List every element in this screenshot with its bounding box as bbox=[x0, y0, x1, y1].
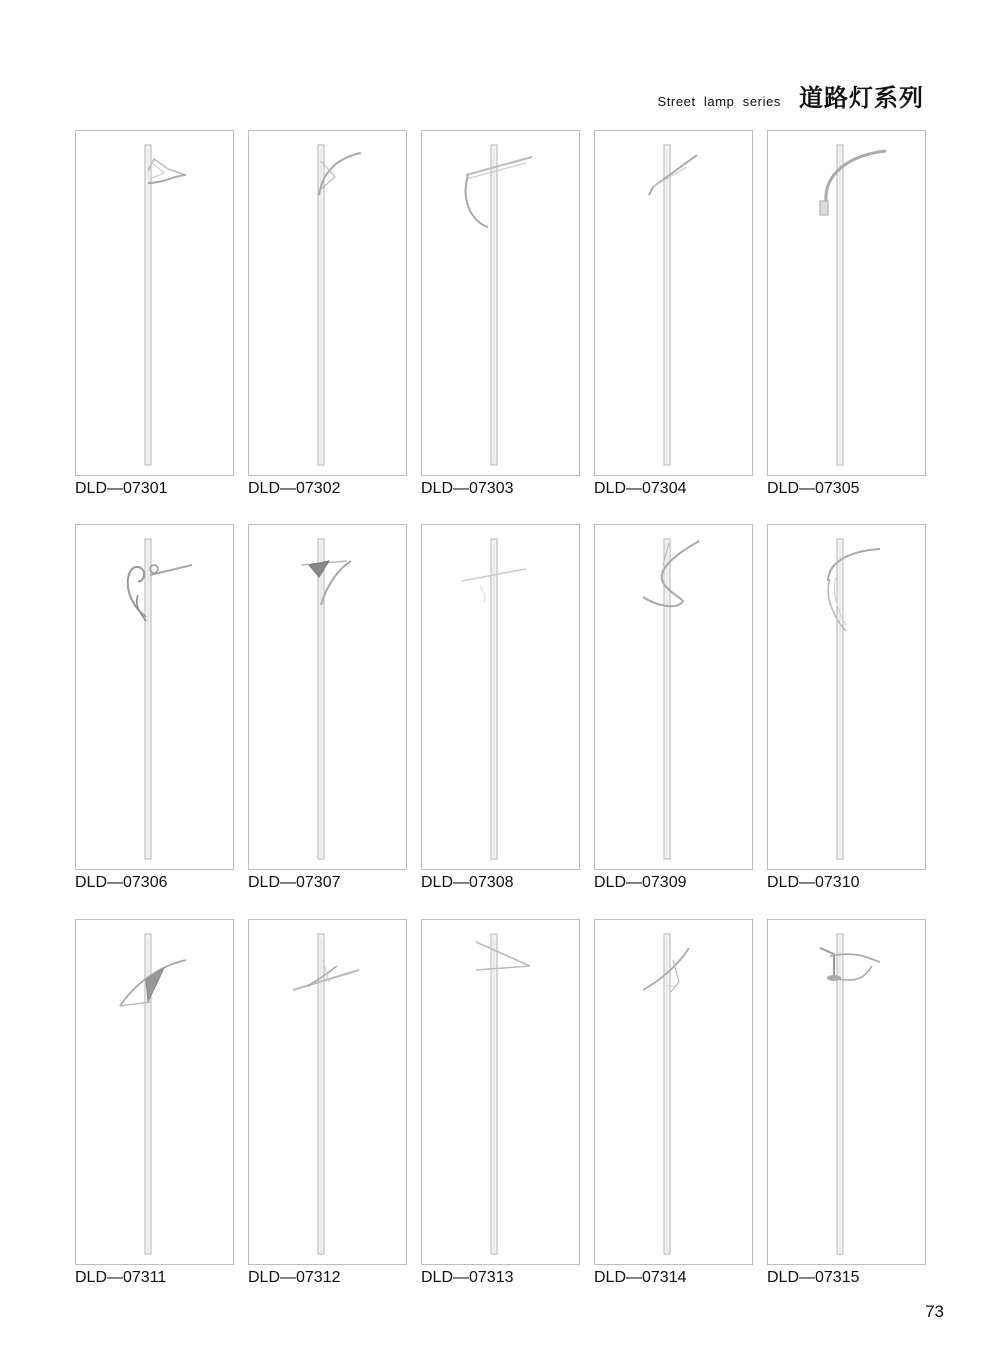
series-title-en: Street lamp series bbox=[657, 94, 781, 109]
product-card bbox=[248, 919, 407, 1287]
lamp-illustration-frame bbox=[421, 524, 580, 870]
product-code: DLD—07309 bbox=[594, 874, 687, 891]
lamp-arm bbox=[148, 159, 186, 183]
street-lamp-drawing bbox=[76, 525, 233, 869]
street-lamp-drawing bbox=[249, 131, 406, 475]
lamp-illustration-frame bbox=[767, 919, 926, 1265]
product-code: DLD—07301 bbox=[75, 480, 168, 497]
lamp-illustration-frame bbox=[421, 919, 580, 1265]
product-card bbox=[75, 919, 234, 1287]
lamp-arm bbox=[643, 541, 699, 606]
lamp-illustration-frame bbox=[767, 130, 926, 476]
lamp-arm bbox=[128, 565, 192, 621]
lamp-illustration-frame bbox=[421, 130, 580, 476]
lamp-arm bbox=[476, 942, 530, 970]
street-lamp-drawing bbox=[595, 525, 752, 869]
product-code: DLD—07306 bbox=[75, 874, 168, 891]
product-code: DLD—07313 bbox=[421, 1269, 514, 1286]
product-code: DLD—07304 bbox=[594, 480, 687, 497]
street-lamp-drawing bbox=[768, 525, 925, 869]
street-lamp-drawing bbox=[249, 525, 406, 869]
product-card bbox=[248, 130, 407, 498]
product-card bbox=[767, 919, 926, 1287]
street-lamp-drawing bbox=[249, 920, 406, 1264]
street-lamp-drawing bbox=[422, 920, 579, 1264]
lamp-arm bbox=[466, 157, 532, 227]
lamp-illustration-frame bbox=[594, 919, 753, 1265]
street-lamp-drawing bbox=[76, 131, 233, 475]
lamp-illustration-frame bbox=[248, 524, 407, 870]
lamp-arm bbox=[319, 153, 361, 195]
street-lamp-drawing bbox=[422, 131, 579, 475]
product-code: DLD—07312 bbox=[248, 1269, 341, 1286]
lamp-arm bbox=[820, 948, 880, 981]
lamp-illustration-frame bbox=[75, 919, 234, 1265]
street-lamp-drawing bbox=[595, 131, 752, 475]
street-lamp-drawing bbox=[768, 131, 925, 475]
lamp-arm bbox=[649, 155, 697, 195]
product-code: DLD—07308 bbox=[421, 874, 514, 891]
product-card bbox=[594, 130, 753, 498]
series-title-zh: 道路灯系列 bbox=[799, 83, 924, 112]
product-card bbox=[767, 130, 926, 498]
street-lamp-drawing bbox=[595, 920, 752, 1264]
product-card bbox=[75, 524, 234, 892]
lamp-arm bbox=[293, 960, 359, 990]
lamp-illustration-frame bbox=[594, 524, 753, 870]
lamp-arm bbox=[120, 960, 186, 1006]
product-card bbox=[421, 524, 580, 892]
lamp-arm bbox=[828, 549, 880, 631]
lamp-illustration-frame bbox=[75, 130, 234, 476]
product-card bbox=[75, 130, 234, 498]
product-code: DLD—07315 bbox=[767, 1269, 860, 1286]
lamp-illustration-frame bbox=[594, 130, 753, 476]
lamp-arm bbox=[820, 151, 886, 215]
product-code: DLD—07311 bbox=[75, 1269, 167, 1286]
product-card bbox=[594, 524, 753, 892]
lamp-illustration-frame bbox=[248, 130, 407, 476]
lamp-illustration-frame bbox=[767, 524, 926, 870]
product-code: DLD—07302 bbox=[248, 480, 341, 497]
product-code: DLD—07305 bbox=[767, 480, 860, 497]
product-card bbox=[421, 130, 580, 498]
product-code: DLD—07303 bbox=[421, 480, 514, 497]
product-code: DLD—07307 bbox=[248, 874, 341, 891]
lamp-illustration-frame bbox=[248, 919, 407, 1265]
lamp-illustration-frame bbox=[75, 524, 234, 870]
street-lamp-drawing bbox=[768, 920, 925, 1264]
page-header bbox=[657, 78, 924, 113]
street-lamp-drawing bbox=[76, 920, 233, 1264]
product-card bbox=[767, 524, 926, 892]
street-lamp-drawing bbox=[422, 525, 579, 869]
product-card bbox=[248, 524, 407, 892]
lamp-arm bbox=[301, 561, 351, 605]
product-card bbox=[421, 919, 580, 1287]
product-code: DLD—07310 bbox=[767, 874, 860, 891]
product-card bbox=[594, 919, 753, 1287]
product-code: DLD—07314 bbox=[594, 1269, 687, 1286]
page-number: 73 bbox=[925, 1302, 944, 1321]
